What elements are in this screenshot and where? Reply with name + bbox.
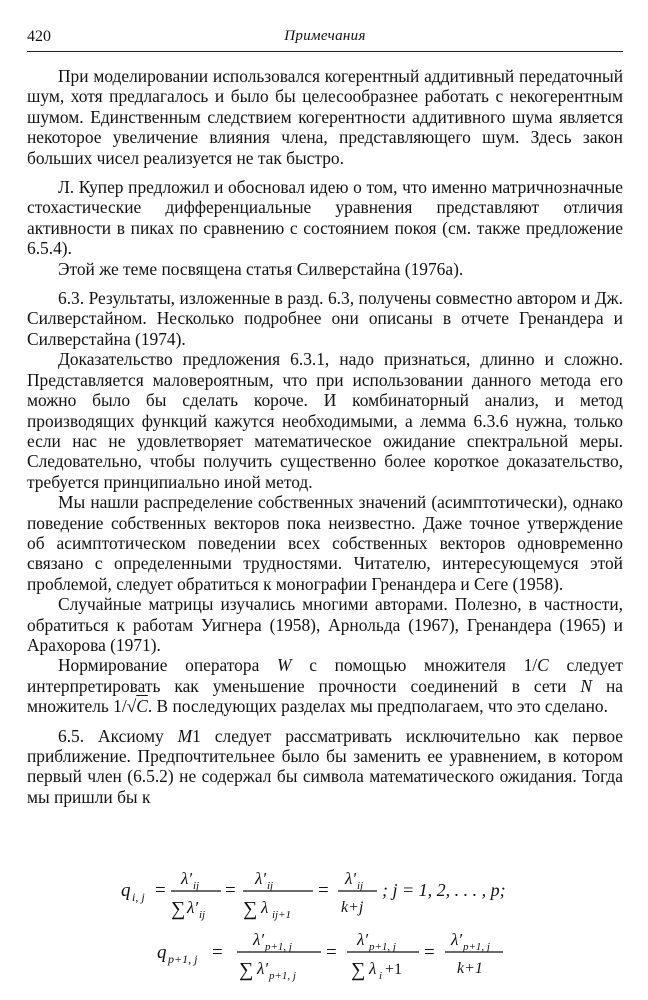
svg-text:∑: ∑ xyxy=(351,959,366,981)
paragraph-random-matrices: Случайные матрицы изучались многими авторами. Полезно, в частности, обратиться к работам Уигнера (1958), Арнольда (1967), Гренандера (1965) и Арахорова (1971). xyxy=(27,594,623,655)
svg-text:k+1: k+1 xyxy=(457,960,483,977)
paragraph-cooper: Л. Купер предложил и обосновал идею о том, что именно матричнозначные стохастические дифференциальные уравнения представляют отличия активности в пиках по сравнению с состоянием покоя (см. также предложение 6.5.4). xyxy=(27,177,623,259)
svg-text:p+1, j: p+1, j xyxy=(269,970,296,982)
svg-text:=: = xyxy=(155,880,166,901)
svg-text:=: = xyxy=(424,942,435,963)
formula-q-p1j xyxy=(157,930,503,982)
svg-text:λ′: λ′ xyxy=(345,869,357,888)
svg-text:λ′: λ′ xyxy=(357,930,369,949)
svg-text:λ′: λ′ xyxy=(451,930,463,949)
paragraph-6-3: 6.3. Результаты, изложенные в разд. 6.3, получены совместно автором и Дж. Силверстайном. Несколько подробнее они описаны в отчете Гренандера и Силверстайна (1974). xyxy=(27,288,623,349)
paragraph-eigenvalues: Мы нашли распределение собственных значений (асимптотически), однако поведение собственных векторов пока неизвестно. Даже точное утверждение об асимптотическом поведении всех собственных векторов одновременно связано с определенными трудностями. Читателю, интересующемуся этой проблемой, следует обратиться к монографии Гренандера и Сеге (1958). xyxy=(27,492,623,594)
svg-text:ij: ij xyxy=(199,909,206,921)
paragraph-6-5: 6.5. Аксиому M1 следует рассматривать исключительно как первое приближение. Предпочтительнее было бы заменить ее уравнением, в котором первый член (6.5.2) не содержал бы символа математического ожидания. Тогда мы пришли бы к xyxy=(27,725,623,807)
svg-text:; j = 1, 2, . . . , p;: ; j = 1, 2, . . . , p; xyxy=(382,880,506,900)
svg-text:=: = xyxy=(212,942,223,963)
svg-text:=: = xyxy=(225,880,236,901)
svg-text:λ′: λ′ xyxy=(255,869,267,888)
svg-text:=: = xyxy=(326,942,337,963)
running-header xyxy=(27,28,623,48)
svg-text:∑: ∑ xyxy=(243,898,258,920)
text-body xyxy=(27,66,623,807)
svg-text:ij+1: ij+1 xyxy=(272,909,292,921)
header-rule xyxy=(27,51,623,52)
paragraph-normalization: Нормирование оператора W с помощью множителя 1/C следует интерпретировать как уменьшение прочности соединений в сети N на множитель 1/√C. В последующих разделах мы предполагаем, что это сделано. xyxy=(27,655,624,717)
svg-text:=: = xyxy=(318,880,329,901)
svg-text:λ′: λ′ xyxy=(181,869,193,888)
svg-text:ij: ij xyxy=(267,880,274,892)
svg-text:ij: ij xyxy=(193,880,200,892)
svg-text:∑: ∑ xyxy=(171,898,186,920)
svg-text:i: i xyxy=(379,970,383,982)
svg-text:∑: ∑ xyxy=(239,959,254,981)
svg-text:p+1, j: p+1, j xyxy=(463,941,490,953)
paragraph-silverstein: Этой же теме посвящена статья Силверстайна (1976а). xyxy=(58,258,464,279)
section-title: Примечания xyxy=(284,28,366,44)
svg-text:q: q xyxy=(157,942,167,963)
svg-text:p+1, j: p+1, j xyxy=(369,941,396,953)
svg-text:p+1, j: p+1, j xyxy=(168,952,198,966)
paragraph-proof: Доказательство предложения 6.3.1, надо признаться, длинно и сложно. Представляется маловероятным, что при использовании данного метода его можно было бы сделать короче. И комбинаторный анализ, и метод производящих функций кажутся необходимыми, а лемма 6.3.6 нужна, только если нас не удовлетворяет математическое ожидание спектральной меры. Следовательно, чтобы получить существенно более короткое доказательство, требуется принципиально иной метод. xyxy=(27,349,623,492)
svg-text:k+j: k+j xyxy=(341,899,364,916)
paragraph-noise: При моделировании использовался когерентный аддитивный передаточный шум, хотя предлагалось и было бы целесообразнее работать с некогерентным шумом. Единственным следствием когерентности аддитивного шума является некоторое увеличение влияния члена, представляющего шум. Здесь закон больших чисел реализуется не так быстро. xyxy=(27,66,623,168)
svg-text:p+1, j: p+1, j xyxy=(265,941,292,953)
formula-block xyxy=(27,862,623,992)
svg-text:λ: λ xyxy=(261,898,269,917)
svg-text:λ: λ xyxy=(369,959,377,978)
svg-text:λ′: λ′ xyxy=(187,898,199,917)
formula-q-ij xyxy=(121,869,506,921)
svg-text:i, j: i, j xyxy=(132,890,145,904)
formula-svg xyxy=(27,862,623,992)
svg-text:q: q xyxy=(121,880,131,901)
page-number: 420 xyxy=(27,28,51,45)
svg-text:+1: +1 xyxy=(385,961,403,978)
svg-text:λ′: λ′ xyxy=(253,930,265,949)
svg-text:ij: ij xyxy=(357,880,364,892)
svg-text:λ′: λ′ xyxy=(257,959,269,978)
